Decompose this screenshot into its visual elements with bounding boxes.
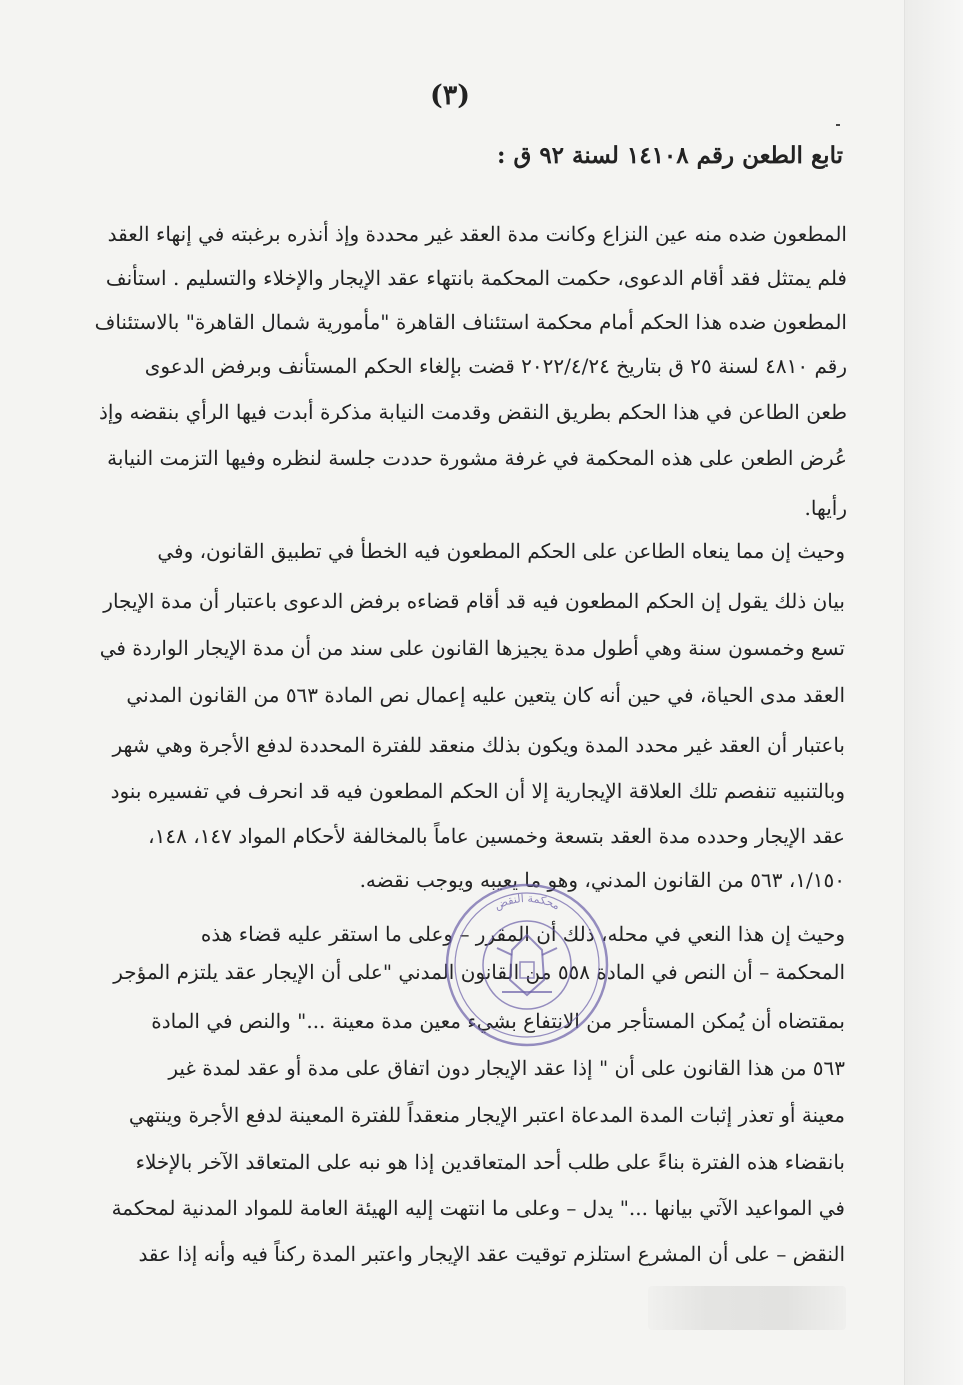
page-edge: [904, 0, 963, 1385]
body-line-22: في المواعيد الآتي بيانها ..." يدل – وعلى ما انتهت إليه الهيئة العامة للمواد المدنية لمحكمة: [111, 1196, 845, 1220]
body-line-5: طعن الطاعن في هذا الحكم بطريق النقض وقدمت النيابة مذكرة أبدت فيها الرأي بنقضه وإذ: [99, 400, 847, 424]
body-line-12: باعتبار أن العقد غير محدد المدة ويكون بذلك منعقد للفترة المحددة لدفع الأجرة وهي شهر: [112, 733, 845, 757]
body-line-8: وحيث إن مما ينعاه الطاعن على الحكم المطعون فيه الخطأ في تطبيق القانون، وفي: [157, 539, 845, 563]
appeal-heading: تابع الطعن رقم ١٤١٠٨ لسنة ٩٢ ق :: [496, 142, 843, 169]
body-line-19: ٥٦٣ من هذا القانون على أن " إذا عقد الإيجار دون اتفاق على مدة أو عقد لمدة غير: [168, 1056, 845, 1080]
body-line-16: وحيث إن هذا النعي في محله، ذلك أن المقرر – وعلى ما استقر عليه قضاء هذه: [200, 922, 845, 946]
body-line-2: فلم يمتثل فقد أقام الدعوى، حكمت المحكمة بانتهاء عقد الإيجار والإخلاء والتسليم . استأنف: [105, 266, 847, 290]
body-line-6: عُرض الطعن على هذه المحكمة في غرفة مشورة حددت جلسة لنظره وفيها التزمت النيابة: [107, 446, 847, 470]
redacted-area: [648, 1286, 846, 1330]
body-line-9: بيان ذلك يقول إن الحكم المطعون فيه قد أقام قضاءه برفض الدعوى باعتبار أن مدة الإيجار: [103, 589, 845, 613]
body-line-1: المطعون ضده منه عين النزاع وكانت مدة العقد غير محددة وإذ أنذره برغبته في إنهاء العقد: [107, 222, 847, 246]
body-line-4: رقم ٤٨١٠ لسنة ٢٥ ق بتاريخ ٢٠٢٢/٤/٢٤ قضت بإلغاء الحكم المستأنف وبرفض الدعوى: [144, 354, 847, 378]
body-line-14: عقد الإيجار وحدده مدة العقد بتسعة وخمسين عاماً بالمخالفة لأحكام المواد ١٤٧، ١٤٨،: [148, 824, 845, 848]
body-line-17: المحكمة – أن النص في المادة ٥٥٨ من القانون المدني "على أن الإيجار عقد يلتزم المؤجر: [113, 960, 845, 984]
body-line-3: المطعون ضده هذا الحكم أمام محكمة استئناف القاهرة "مأمورية شمال القاهرة" بالاستئناف: [94, 310, 847, 334]
body-line-10: تسع وخمسون سنة وهي أطول مدة يجيزها القانون على سند من أن مدة الإيجار الواردة في: [99, 636, 845, 660]
body-line-23: النقض – على أن المشرع استلزم توقيت عقد الإيجار واعتبر المدة ركناً فيه وأنه إذا عقد: [138, 1242, 845, 1266]
body-line-11: العقد مدى الحياة، في حين أنه كان يتعين عليه إعمال نص المادة ٥٦٣ من القانون المدني: [126, 683, 845, 707]
stamp-lettering: محكمة النقض: [492, 891, 562, 913]
page-number: (٣): [429, 80, 471, 111]
body-line-18: بمقتضاه أن يُمكن المستأجر من الانتفاع بشيء معين مدة معينة ..." والنص في المادة: [151, 1009, 845, 1033]
body-line-13: وبالتنبيه تنفصم تلك العلاقة الإيجارية إلا أن الحكم المطعون فيه قد انحرف في تفسيره بنود: [110, 779, 845, 803]
margin-mark: [836, 124, 840, 126]
body-line-7: رأيها.: [804, 496, 847, 520]
body-line-20: معينة أو تعذر إثبات المدة المدعاة اعتبر الإيجار منعقداً للفترة المعينة لدفع الأجرة وينتهي: [128, 1103, 845, 1127]
body-line-15: ١/١٥٠، ٥٦٣ من القانون المدني، وهو ما يعيبه ويوجب نقضه.: [359, 868, 845, 892]
court-seal-stamp: [442, 880, 612, 1050]
body-line-21: بانقضاء هذه الفترة بناءً على طلب أحد المتعاقدين إذا هو نبه على المتعاقد الآخر بالإخلاء: [135, 1150, 845, 1174]
